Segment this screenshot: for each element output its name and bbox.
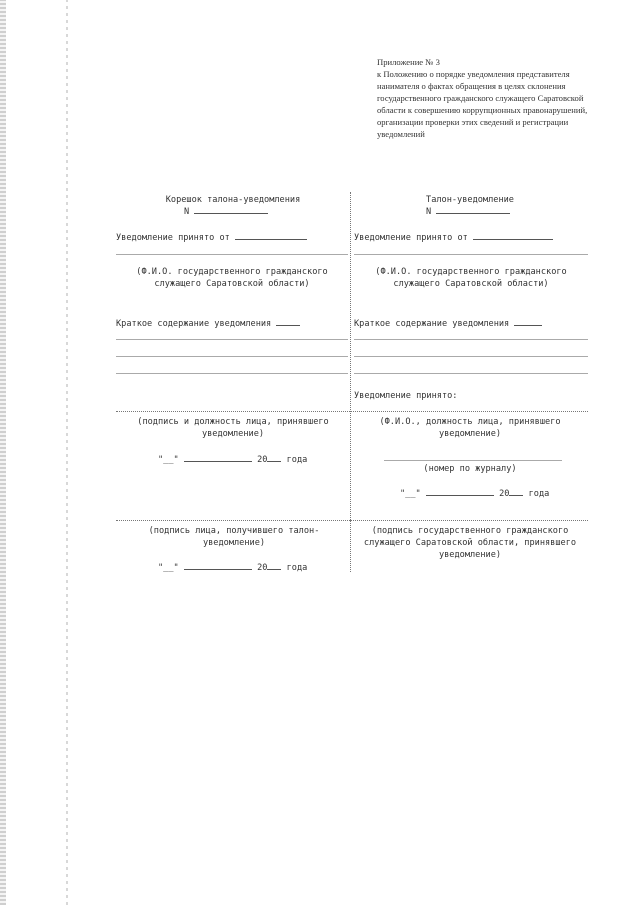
ticket-line [354, 254, 588, 255]
ticket-accepted-label: Уведомление принято: [354, 391, 458, 401]
stub-date: "__" 20 года [158, 455, 308, 465]
ticket-employee-sign-hint: (подпись государственного гражданского служащего Саратовской области, принявшего уведомление) [363, 526, 577, 560]
appendix-title: Приложение № 3 [377, 57, 440, 67]
stub-date-2: "__" 20 года [158, 563, 308, 573]
ticket-date: "__" 20 года [400, 489, 550, 499]
notification-form [116, 192, 588, 572]
appendix-text: к Положению о порядке уведомления представителя нанимателя о фактах обращения в целях склонения государственного гражданского служащего Саратовской области к совершению коррупционных правонарушений, организации проверки этих сведений и регистрации уведомлений [377, 69, 588, 139]
ticket-fio-hint: (Ф.И.О. государственного гражданского служащего Саратовской области) [375, 267, 567, 289]
ticket-line [354, 339, 588, 340]
ticket-line [354, 356, 588, 357]
stub-line [116, 373, 348, 374]
ticket-heading: Талон-уведомление [426, 195, 514, 205]
ticket-divider [350, 411, 588, 412]
appendix-header [377, 56, 602, 140]
ticket-journal-hint: (номер по журналу) [423, 464, 517, 474]
stub-summary: Краткое содержание уведомления [116, 318, 300, 330]
stub-sign-position-hint: (подпись и должность лица, принявшего уведомление) [137, 417, 329, 439]
ticket-line [354, 373, 588, 374]
ticket-received-from: Уведомление принято от [354, 232, 553, 244]
ticket-number: N [426, 206, 510, 218]
scan-edge [0, 0, 6, 905]
tear-line [350, 192, 351, 572]
stub-line [116, 254, 348, 255]
stub-received-from: Уведомление принято от [116, 232, 307, 244]
stub-divider [116, 520, 350, 521]
ticket-journal-line [384, 460, 562, 461]
stub-heading: Корешок талона-уведомления [165, 195, 301, 205]
ticket-fio-position-hint: (Ф.И.О., должность лица, принявшего уведомление) [379, 417, 561, 439]
stub-fio-hint: (Ф.И.О. государственного гражданского служащего Саратовской области) [136, 267, 328, 289]
stub-divider [116, 411, 350, 412]
stub-number: N [184, 206, 268, 218]
scan-edge-faint [66, 0, 68, 905]
ticket-divider [350, 520, 588, 521]
stub-recipient-sign-hint: (подпись лица, получившего талон-уведомление) [148, 526, 320, 548]
stub-line [116, 339, 348, 340]
ticket-summary: Краткое содержание уведомления [354, 318, 542, 330]
stub-line [116, 356, 348, 357]
